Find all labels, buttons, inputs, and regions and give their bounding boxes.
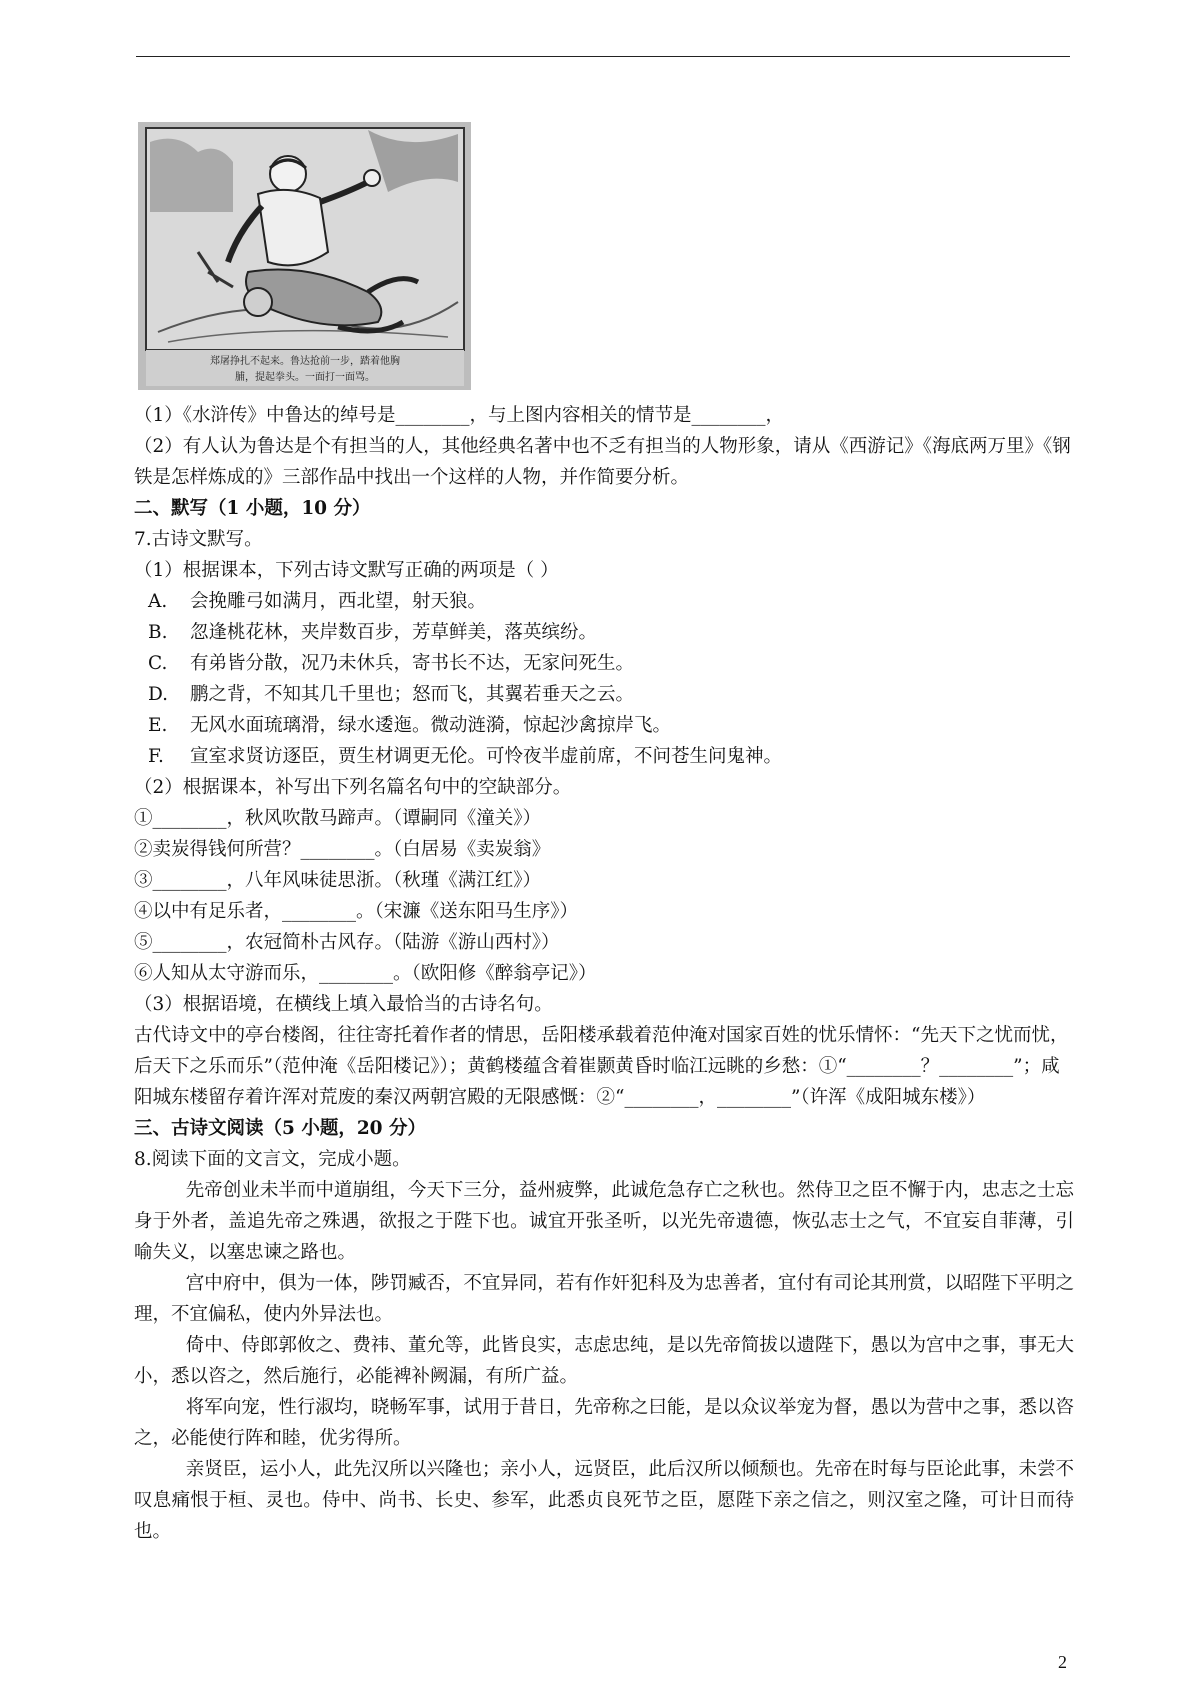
option-b (134, 617, 1074, 648)
q7-context: 古代诗文中的亭台楼阁，往往寄托着作者的情思，岳阳楼承载着范仲淹对国家百姓的忧乐情怀：“先天下之忧而忧，后天下之乐而乐”（范仲淹《岳阳楼记》）；黄鹤楼蕴含着崔颢黄昏时临江远眺的乡愁：①“________？________”；咸阳城东楼留存着许浑对荒废的秦汉两朝宫殿的无限感慨：②“________，________”（许浑《成阳城东楼》） (134, 1025, 1069, 1108)
option-f (134, 741, 1074, 772)
option-letter: D. (148, 684, 169, 705)
section3-title: 三、古诗文阅读（5 小题，20 分） (134, 1118, 426, 1139)
option-letter: A. (148, 591, 168, 612)
option-text: 宣室求贤访逐臣，贾生材调更无伦。可怜夜半虚前席，不问苍生问鬼神。 (190, 746, 783, 767)
blank-3: ③________，八年风味徒思浙。（秋瑾《满江红》） (134, 870, 542, 891)
option-text: 会挽雕弓如满月，西北望，射天狼。 (190, 591, 487, 612)
option-d (134, 679, 1074, 710)
blank-5: ⑤________，农冠简朴古风存。（陆游《游山西村》） (134, 932, 560, 953)
blank-1: ①________，秋风吹散马蹄声。（谭嗣同《潼关》） (134, 808, 542, 829)
section2-title: 二、默写（1 小题，10 分） (134, 498, 371, 519)
q8-title: 8.阅读下面的文言文，完成小题。 (134, 1149, 411, 1170)
document-body (134, 400, 1074, 1547)
q7-title: 7.古诗文默写。 (134, 529, 263, 550)
q6-part2: （2）有人认为鲁达是个有担当的人，其他经典名著中也不乏有担当的人物形象，请从《西游记》《海底两万里》《钢铁是怎样炼成的》三部作品中找出一个这样的人物，并作简要分析。 (134, 436, 1071, 488)
option-e (134, 710, 1074, 741)
option-c (134, 648, 1074, 679)
header-rule (136, 56, 1070, 57)
page-number: 2 (1058, 1652, 1067, 1672)
option-text: 忽逢桃花林，夹岸数百步，芳草鲜美，落英缤纷。 (190, 622, 598, 643)
passage-paragraph: 亲贤臣，运小人，此先汉所以兴隆也；亲小人，远贤臣，此后汉所以倾颓也。先帝在时每与臣论此事，未尝不叹息痛恨于桓、灵也。侍中、尚书、长史、参军，此悉贞良死节之臣，愿陛下亲之信之，则汉室之隆，可计日而待也。 (134, 1459, 1074, 1542)
passage-paragraph: 宫中府中，俱为一体，陟罚臧否，不宜异同，若有作奸犯科及为忠善者，宜付有司论其刑赏，以昭陛下平明之理，不宜偏私，使内外异法也。 (134, 1273, 1074, 1325)
illustration-caption-line2: 脯，提起拳头。一面打一面骂。 (235, 372, 375, 383)
q6-part1: （1）《水浒传》中鲁达的绰号是________，与上图内容相关的情节是________， (134, 405, 785, 426)
passage-paragraph: 将军向宠，性行淑均，晓畅军事，试用于昔日，先帝称之曰能，是以众议举宠为督，愚以为营中之事，悉以咨之，必能使行阵和睦，优劣得所。 (134, 1397, 1074, 1449)
blank-2: ②卖炭得钱何所营？________。（白居易《卖炭翁》 (134, 839, 551, 860)
q7-part2: （2）根据课本，补写出下列名篇名句中的空缺部分。 (134, 777, 572, 798)
option-text: 有弟皆分散，况乃未休兵，寄书长不达，无家问死生。 (190, 653, 635, 674)
illustration-caption-line1: 郑屠挣扎不起来。鲁达抢前一步，踏着他胸 (210, 356, 400, 367)
blank-4: ④以中有足乐者，________。（宋濂《送东阳马生序》） (134, 901, 579, 922)
q7-part3: （3）根据语境，在横线上填入最恰当的古诗名句。 (134, 994, 553, 1015)
option-letter: E. (148, 715, 168, 736)
option-text: 鹏之背，不知其几千里也；怒而飞，其翼若垂天之云。 (190, 684, 635, 705)
option-a (134, 586, 1074, 617)
illustration-image (138, 122, 471, 390)
passage-paragraph: 先帝创业未半而中道崩组，今天下三分，益州疲弊，此诚危急存亡之秋也。然侍卫之臣不懈于内，忠志之士忘身于外者，盖追先帝之殊遇，欲报之于陛下也。诚宜开张圣听，以光先帝遗德，恢弘志士之气，不宜妄自菲薄，引喻失义，以塞忠谏之路也。 (134, 1180, 1074, 1263)
option-letter: B. (148, 622, 168, 643)
blank-6: ⑥人知从太守游而乐，________。（欧阳修《醉翁亭记》） (134, 963, 597, 984)
passage-paragraph: 倚中、侍郎郭攸之、费祎、董允等，此皆良实，志虑忠纯，是以先帝简拔以遗陛下，愚以为宫中之事，事无大小，悉以咨之，然后施行，必能裨补阙漏，有所广益。 (134, 1335, 1074, 1387)
option-text: 无风水面琉璃滑，绿水逶迤。微动涟漪，惊起沙禽掠岸飞。 (190, 715, 672, 736)
option-letter: F. (148, 746, 164, 767)
q7-part1: （1）根据课本，下列古诗文默写正确的两项是（ ） (134, 560, 559, 581)
option-letter: C. (148, 653, 168, 674)
